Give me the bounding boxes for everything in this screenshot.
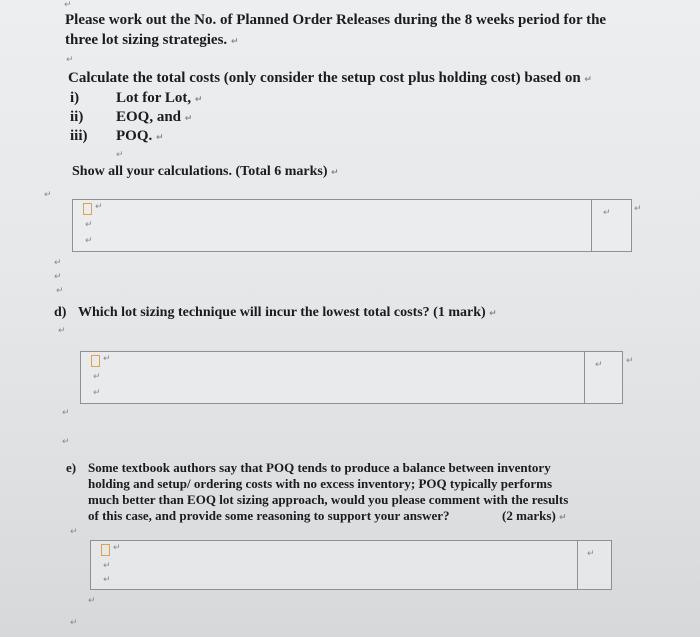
paragraph-mark: ↵ xyxy=(116,150,124,160)
paragraph-mark: ↵ xyxy=(559,513,567,523)
paragraph-mark: ↵ xyxy=(584,75,592,85)
placeholder-icon xyxy=(83,203,92,215)
answer-box-d[interactable] xyxy=(80,351,623,404)
paragraph-mark: ↵ xyxy=(66,55,74,65)
answer-box-e[interactable] xyxy=(90,540,612,590)
intro-line-1: Please work out the No. of Planned Order Releases during the 8 weeks period for the xyxy=(65,12,607,28)
paragraph-mark: ↵ xyxy=(113,543,121,553)
paragraph-mark: ↵ xyxy=(70,527,78,537)
paragraph-mark: ↵ xyxy=(230,37,239,47)
paragraph-mark: ↵ xyxy=(95,202,103,212)
question-d-label: d) xyxy=(54,305,67,320)
paragraph-mark: ↵ xyxy=(85,220,93,230)
box-divider xyxy=(584,352,585,403)
paragraph-mark: ↵ xyxy=(184,114,193,124)
intro-line-2 xyxy=(65,32,238,49)
question-e-line-2: holding and setup/ ordering costs with no excess inventory; POQ typically performs xyxy=(88,476,553,491)
item-ii-number: ii) xyxy=(70,109,84,125)
paragraph-mark: ↵ xyxy=(62,408,70,418)
paragraph-mark: ↵ xyxy=(56,286,64,296)
paragraph-mark: ↵ xyxy=(70,618,78,628)
calc-instruction xyxy=(68,70,592,87)
box-divider xyxy=(591,200,592,251)
item-ii-label: EOQ, and xyxy=(116,109,182,125)
item-i-number: i) xyxy=(70,90,80,106)
question-d-body: Which lot sizing technique will incur the lowest total costs? (1 mark) xyxy=(78,305,486,320)
item-ii-text xyxy=(116,109,192,126)
item-iii-label: POQ. xyxy=(116,128,153,144)
paragraph-mark: ↵ xyxy=(194,95,203,105)
paragraph-mark: ↵ xyxy=(54,272,62,282)
paragraph-mark: ↵ xyxy=(88,596,96,606)
paragraph-mark: ↵ xyxy=(85,236,93,246)
question-e-line-3: much better than EOQ lot sizing approach, would you please comment with the results xyxy=(88,492,569,507)
paragraph-mark: ↵ xyxy=(587,549,595,559)
paragraph-mark: ↵ xyxy=(44,190,52,200)
paragraph-mark: ↵ xyxy=(331,168,339,178)
paragraph-mark: ↵ xyxy=(626,356,634,366)
paragraph-mark: ↵ xyxy=(103,561,111,571)
question-d-text xyxy=(78,305,497,321)
item-i-label: Lot for Lot, xyxy=(116,90,192,106)
calc-instruction-text: Calculate the total costs (only consider the setup cost plus holding cost) based on xyxy=(68,70,581,86)
question-e-line-1: Some textbook authors say that POQ tends to produce a balance between inventory xyxy=(88,460,551,475)
paragraph-mark: ↵ xyxy=(489,309,497,319)
paragraph-mark: ↵ xyxy=(603,208,611,218)
paragraph-mark: ↵ xyxy=(595,360,603,370)
paragraph-mark: ↵ xyxy=(103,354,111,364)
answer-box-c[interactable] xyxy=(72,199,632,252)
placeholder-icon xyxy=(91,355,100,367)
show-calculations-line xyxy=(72,164,339,180)
show-calculations-text: Show all your calculations. (Total 6 marks) xyxy=(72,164,328,179)
paragraph-mark: ↵ xyxy=(93,372,101,382)
item-i-text xyxy=(116,90,202,107)
paragraph-mark: ↵ xyxy=(58,326,66,336)
question-e-line-4: of this case, and provide some reasoning to support your answer? xyxy=(88,508,450,523)
paragraph-mark: ↵ xyxy=(62,437,70,447)
paragraph-mark: ↵ xyxy=(103,575,111,585)
item-iii-number: iii) xyxy=(70,128,88,144)
item-iii-text xyxy=(116,128,164,145)
intro-line-2-text: three lot sizing strategies. xyxy=(65,32,228,48)
paragraph-mark: ↵ xyxy=(54,258,62,268)
question-e-marks xyxy=(502,508,567,524)
box-divider xyxy=(577,541,578,589)
paragraph-mark: ↵ xyxy=(156,133,164,143)
paragraph-mark: ↵ xyxy=(93,388,101,398)
question-e-label: e) xyxy=(66,460,77,475)
question-e-marks-text: (2 marks) xyxy=(502,508,556,523)
paragraph-mark: ↵ xyxy=(634,204,642,214)
placeholder-icon xyxy=(101,544,110,556)
paragraph-mark: ↵ xyxy=(64,0,72,10)
